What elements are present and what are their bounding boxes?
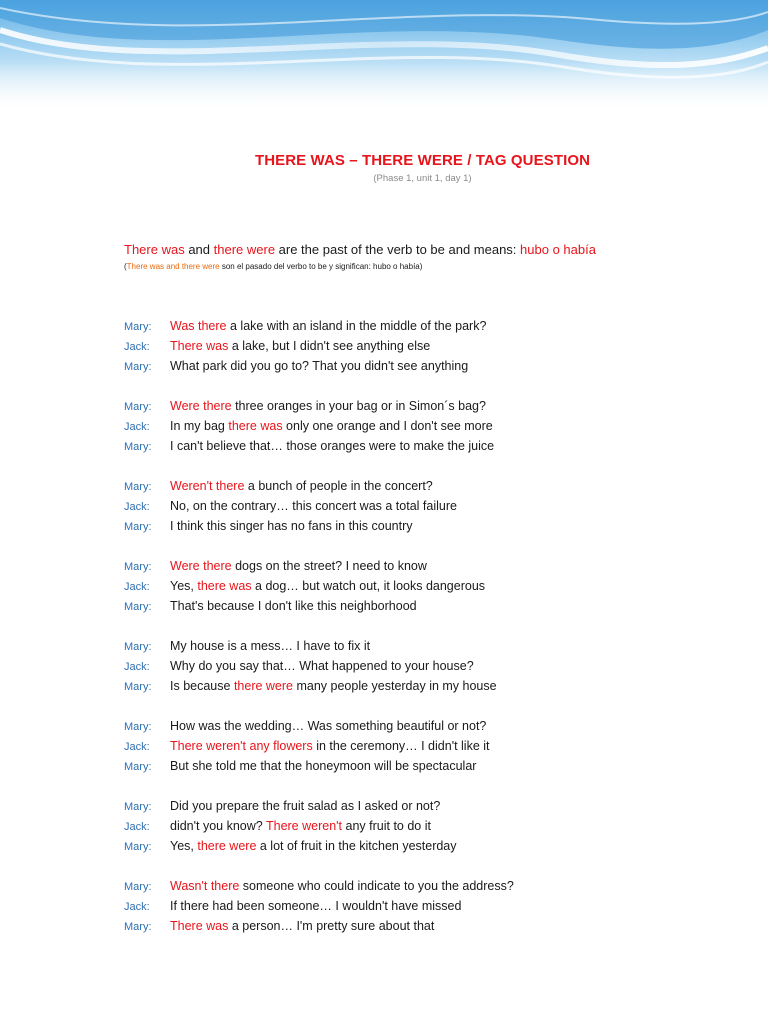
speaker-label: Mary: xyxy=(124,881,152,893)
dialogue-text: a bunch of people in the concert? xyxy=(244,479,433,493)
speaker-label: Jack: xyxy=(124,901,150,913)
dialogue-text: But she told me that the honeymoon will be spectacular xyxy=(170,759,477,773)
page-title: THERE WAS – THERE WERE / TAG QUESTION xyxy=(254,152,591,169)
dialogue-line xyxy=(124,896,764,916)
dialogue-text: I can't believe that… those oranges were to make the juice xyxy=(170,439,495,453)
dialogue-line xyxy=(124,336,764,356)
dialogue-text: How was the wedding… Was something beautiful or not? xyxy=(170,719,487,733)
dialogue-text: someone who could indicate to you the address? xyxy=(239,879,514,893)
speaker-label: Mary: xyxy=(124,681,152,693)
spacer xyxy=(124,776,764,796)
speaker-label: Jack: xyxy=(124,661,150,673)
dialogue-text: In my bag xyxy=(170,419,229,433)
spacer xyxy=(124,856,764,876)
speaker-label: Mary: xyxy=(124,721,152,733)
dialogue-text: a lake, but I didn't see anything else xyxy=(228,339,431,353)
highlighted-phrase: Wasn't there xyxy=(170,879,240,893)
spacer xyxy=(124,616,764,636)
intro-highlight: hubo o había xyxy=(520,242,596,257)
dialogue-line xyxy=(124,516,764,536)
highlighted-phrase: Were there xyxy=(170,399,232,413)
speaker-label: Jack: xyxy=(124,421,150,433)
spacer xyxy=(124,456,764,476)
speaker-label: Mary: xyxy=(124,561,152,573)
dialogue-exchange xyxy=(124,876,764,936)
dialogue-exchange xyxy=(124,476,764,536)
dialogue-text: a lot of fruit in the kitchen yesterday xyxy=(256,839,457,853)
dialogue-text: a dog… but watch out, it looks dangerous xyxy=(251,579,486,593)
dialogue-exchange xyxy=(124,636,764,696)
dialogue-line xyxy=(124,876,764,896)
speaker-label: Mary: xyxy=(124,361,152,373)
dialogue-text: many people yesterday in my house xyxy=(293,679,497,693)
highlighted-phrase: Was there xyxy=(170,319,227,333)
intro-translation-highlight: There was and there were xyxy=(126,262,220,271)
dialogue-text: a person… I'm pretty sure about that xyxy=(228,919,435,933)
intro-highlight: There was xyxy=(124,242,185,257)
dialogue-line xyxy=(124,636,764,656)
speaker-label: Jack: xyxy=(124,581,150,593)
highlighted-phrase: there were xyxy=(197,839,257,853)
dialogue-text: Did you prepare the fruit salad as I asked or not? xyxy=(170,799,441,813)
dialogue-text: only one orange and I don't see more xyxy=(282,419,493,433)
dialogue-line xyxy=(124,836,764,856)
page-subtitle: (Phase 1, unit 1, day 1) xyxy=(373,173,472,184)
dialogue xyxy=(124,316,764,936)
dialogue-exchange xyxy=(124,716,764,776)
speaker-label: Mary: xyxy=(124,601,152,613)
highlighted-phrase: There was xyxy=(170,339,229,353)
speaker-label: Mary: xyxy=(124,401,152,413)
highlighted-phrase: There weren't any flowers xyxy=(170,739,313,753)
dialogue-text: Yes, xyxy=(170,579,198,593)
speaker-label: Jack: xyxy=(124,741,150,753)
spacer xyxy=(124,696,764,716)
highlighted-phrase: there were xyxy=(233,679,293,693)
speaker-label: Jack: xyxy=(124,341,150,353)
dialogue-text: That's because I don't like this neighborhood xyxy=(170,599,417,613)
highlighted-phrase: there was xyxy=(228,419,283,433)
dialogue-exchange xyxy=(124,796,764,856)
speaker-label: Mary: xyxy=(124,641,152,653)
dialogue-text: a lake with an island in the middle of the park? xyxy=(226,319,487,333)
dialogue-line xyxy=(124,656,764,676)
speaker-label: Jack: xyxy=(124,501,150,513)
dialogue-text: Is because xyxy=(170,679,234,693)
dialogue-text: Why do you say that… What happened to your house? xyxy=(170,659,474,673)
dialogue-line xyxy=(124,796,764,816)
highlighted-phrase: Were there xyxy=(170,559,232,573)
spacer xyxy=(124,376,764,396)
dialogue-line xyxy=(124,396,764,416)
dialogue-text: What park did you go to? That you didn't see anything xyxy=(170,359,469,373)
intro-translation xyxy=(124,262,422,271)
dialogue-line xyxy=(124,596,764,616)
speaker-label: Mary: xyxy=(124,841,152,853)
dialogue-text: dogs on the street? I need to know xyxy=(231,559,427,573)
intro-sentence xyxy=(124,242,596,257)
highlighted-phrase: There weren't xyxy=(265,819,343,833)
dialogue-text: didn't you know? xyxy=(170,819,266,833)
dialogue-line xyxy=(124,736,764,756)
dialogue-line xyxy=(124,816,764,836)
dialogue-exchange xyxy=(124,316,764,376)
dialogue-line xyxy=(124,436,764,456)
dialogue-line xyxy=(124,316,764,336)
speaker-label: Mary: xyxy=(124,481,152,493)
intro-translation-text: son el pasado del verbo to be y significan: hubo o había) xyxy=(219,262,423,271)
intro-text: are the past of the verb to be and means: xyxy=(275,242,521,257)
intro-highlight: there were xyxy=(213,242,276,257)
wave-graphic xyxy=(0,0,768,112)
spacer xyxy=(124,536,764,556)
dialogue-line xyxy=(124,496,764,516)
speaker-label: Mary: xyxy=(124,521,152,533)
highlighted-phrase: there was xyxy=(197,579,252,593)
dialogue-line xyxy=(124,356,764,376)
dialogue-exchange xyxy=(124,556,764,616)
intro-translation-text: ( xyxy=(124,262,127,271)
dialogue-text: My house is a mess… I have to fix it xyxy=(170,639,371,653)
dialogue-line xyxy=(124,416,764,436)
dialogue-text: in the ceremony… I didn't like it xyxy=(312,739,490,753)
dialogue-text: No, on the contrary… this concert was a total failure xyxy=(170,499,457,513)
dialogue-line xyxy=(124,556,764,576)
dialogue-text: any fruit to do it xyxy=(342,819,431,833)
dialogue-exchange xyxy=(124,396,764,456)
dialogue-text: Yes, xyxy=(170,839,198,853)
dialogue-text: three oranges in your bag or in Simon´s bag? xyxy=(231,399,486,413)
dialogue-line xyxy=(124,756,764,776)
dialogue-line xyxy=(124,476,764,496)
dialogue-line xyxy=(124,716,764,736)
dialogue-text: If there had been someone… I wouldn't have missed xyxy=(170,899,462,913)
highlighted-phrase: Weren't there xyxy=(170,479,245,493)
dialogue-text: I think this singer has no fans in this country xyxy=(170,519,413,533)
intro-text: and xyxy=(184,242,214,257)
dialogue-line xyxy=(124,916,764,936)
dialogue-line xyxy=(124,576,764,596)
speaker-label: Mary: xyxy=(124,761,152,773)
speaker-label: Mary: xyxy=(124,801,152,813)
speaker-label: Mary: xyxy=(124,921,152,933)
header-banner xyxy=(0,0,768,112)
speaker-label: Mary: xyxy=(124,441,152,453)
speaker-label: Mary: xyxy=(124,321,152,333)
highlighted-phrase: There was xyxy=(170,919,229,933)
dialogue-line xyxy=(124,676,764,696)
speaker-label: Jack: xyxy=(124,821,150,833)
